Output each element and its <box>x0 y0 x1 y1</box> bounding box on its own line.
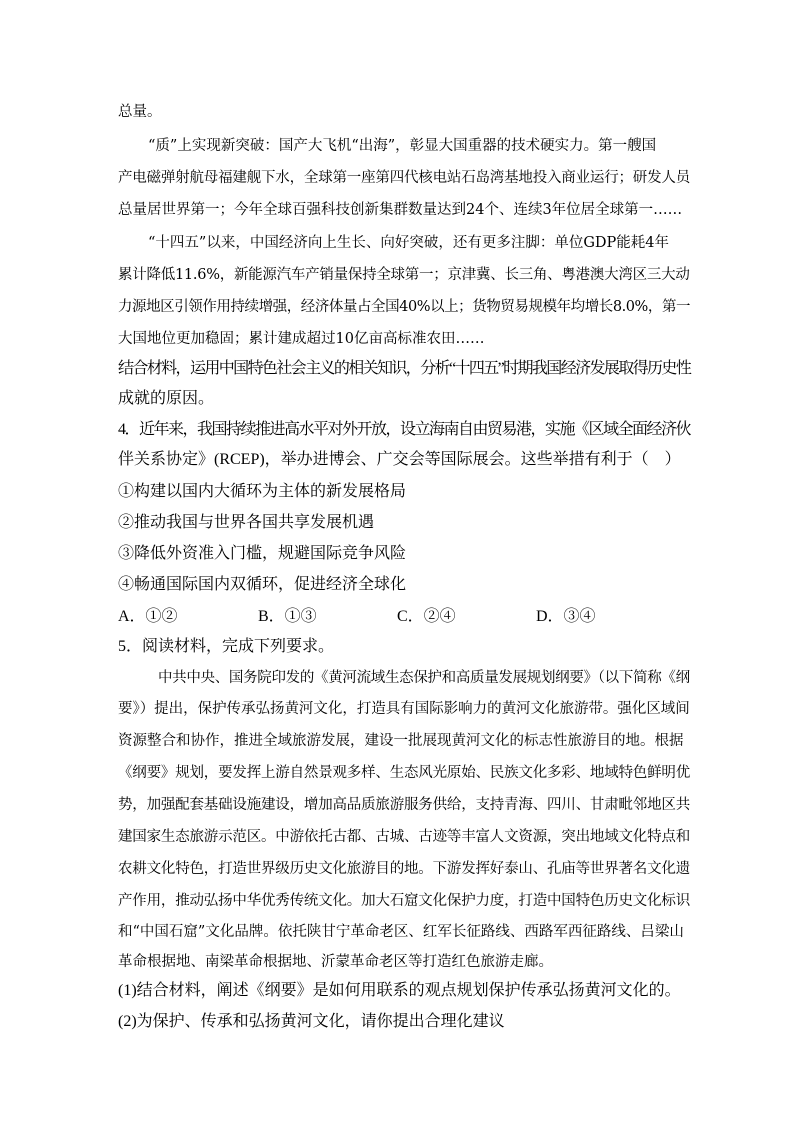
q5-question-2: (2)为保护、传承和弘扬黄河文化，请你提出合理化建议 <box>118 1013 505 1030</box>
q4-stem-line: 伴关系协定》(RCEP)，举办进博会、广交会等国际展会。这些举措有利于（ ） <box>118 451 681 468</box>
q4-option-d[interactable]: D．③④ <box>536 608 596 625</box>
q5-material-line: 势，加强配套基础设施建设，增加高品质旅游服务供给，支持青海、四川、甘肃毗邻地区共 <box>118 797 690 813</box>
q5-material-line: 和“中国石窟”文化品牌。依托陕甘宁革命老区、红军长征路线、西路军西征路线、吕梁山 <box>118 924 684 940</box>
q3-material-line: 产电磁弹射航母福建舰下水，全球第一座第四代核电站石岛湾基地投入商业运行；研发人员 <box>118 170 690 186</box>
q3-requirement-line: 成就的原因。 <box>118 390 215 407</box>
q5-stem: 5．阅读材料，完成下列要求。 <box>118 638 335 655</box>
q4-option-b[interactable]: B．①③ <box>258 608 317 625</box>
q3-material-line: 大国地位更加稳固；累计建成超过10亿亩高标准农田…… <box>118 331 485 347</box>
q4-stem-line: 4．近年来，我国持续推进高水平对外开放，设立海南自由贸易港，实施《区域全面经济伙 <box>118 421 691 438</box>
q4-statement: ②推动我国与世界各国共享发展机遇 <box>118 514 375 531</box>
q3-material-line: 总量。 <box>118 104 162 120</box>
q4-statement: ④畅通国际国内双循环，促进经济全球化 <box>118 576 407 593</box>
q5-material-line: 资源整合和协作，推进全域旅游发展，建设一批展现黄河文化的标志性旅游目的地。根据 <box>118 733 684 749</box>
q5-material-line: 中共中央、国务院印发的《黄河流域生态保护和高质量发展规划纲要》（以下简称《纲 <box>158 670 690 686</box>
q3-material-line: 力源地区引领作用持续增强，经济体量占全国40%以上；货物贸易规模年均增长8.0%，第一 <box>118 299 691 315</box>
q5-material-line: 《纲要》规划，要发挥上游自然景观多样、生态风光原始、民族文化多彩、地域特色鲜明优 <box>118 765 690 781</box>
q5-material-line: 建国家生态旅游示范区。中游依托古都、古城、古迹等丰富人文资源，突出地域文化特点和 <box>118 829 690 845</box>
q3-material-line: “十四五”以来，中国经济向上生长、向好突破，还有更多注脚：单位GDP能耗4年 <box>148 235 670 251</box>
q5-material-line: 农耕文化特色，打造世界级历史文化旅游目的地。下游发挥好泰山、孔庙等世界著名文化遗 <box>118 861 690 877</box>
q3-requirement-line: 结合材料，运用中国特色社会主义的相关知识，分析“十四五”时期我国经济发展取得历史性 <box>118 360 691 377</box>
q4-statement: ①构建以国内大循环为主体的新发展格局 <box>118 483 407 500</box>
q3-material-line: 总量居世界第一；今年全球百强科技创新集群数量达到24个、连续3年位居全球第一…… <box>118 202 683 218</box>
q4-option-c[interactable]: C．②④ <box>397 608 456 625</box>
q5-question-1: (1)结合材料，阐述《纲要》是如何用联系的观点规划保护传承弘扬黄河文化的。 <box>118 982 681 999</box>
q4-option-a[interactable]: A．①② <box>118 608 178 625</box>
q5-material-line: 要》）提出，保护传承弘扬黄河文化，打造具有国际影响力的黄河文化旅游带。强化区域间 <box>118 701 690 717</box>
q3-material-line: 累计降低11.6%，新能源汽车产销量保持全球第一；京津冀、长三角、粤港澳大湾区三大动 <box>118 267 690 283</box>
q4-statement: ③降低外资准入门槛，规避国际竞争风险 <box>118 545 407 562</box>
q5-material-line: 产作用，推动弘扬中华优秀传统文化。加大石窟文化保护力度，打造中国特色历史文化标识 <box>118 893 690 909</box>
q5-material-line: 革命根据地、南梁革命根据地、沂蒙革命老区等打造红色旅游走廊。 <box>118 954 553 970</box>
q3-material-line: “质”上实现新突破：国产大飞机“出海”，彰显大国重器的技术硬实力。第一艘国 <box>148 138 657 154</box>
